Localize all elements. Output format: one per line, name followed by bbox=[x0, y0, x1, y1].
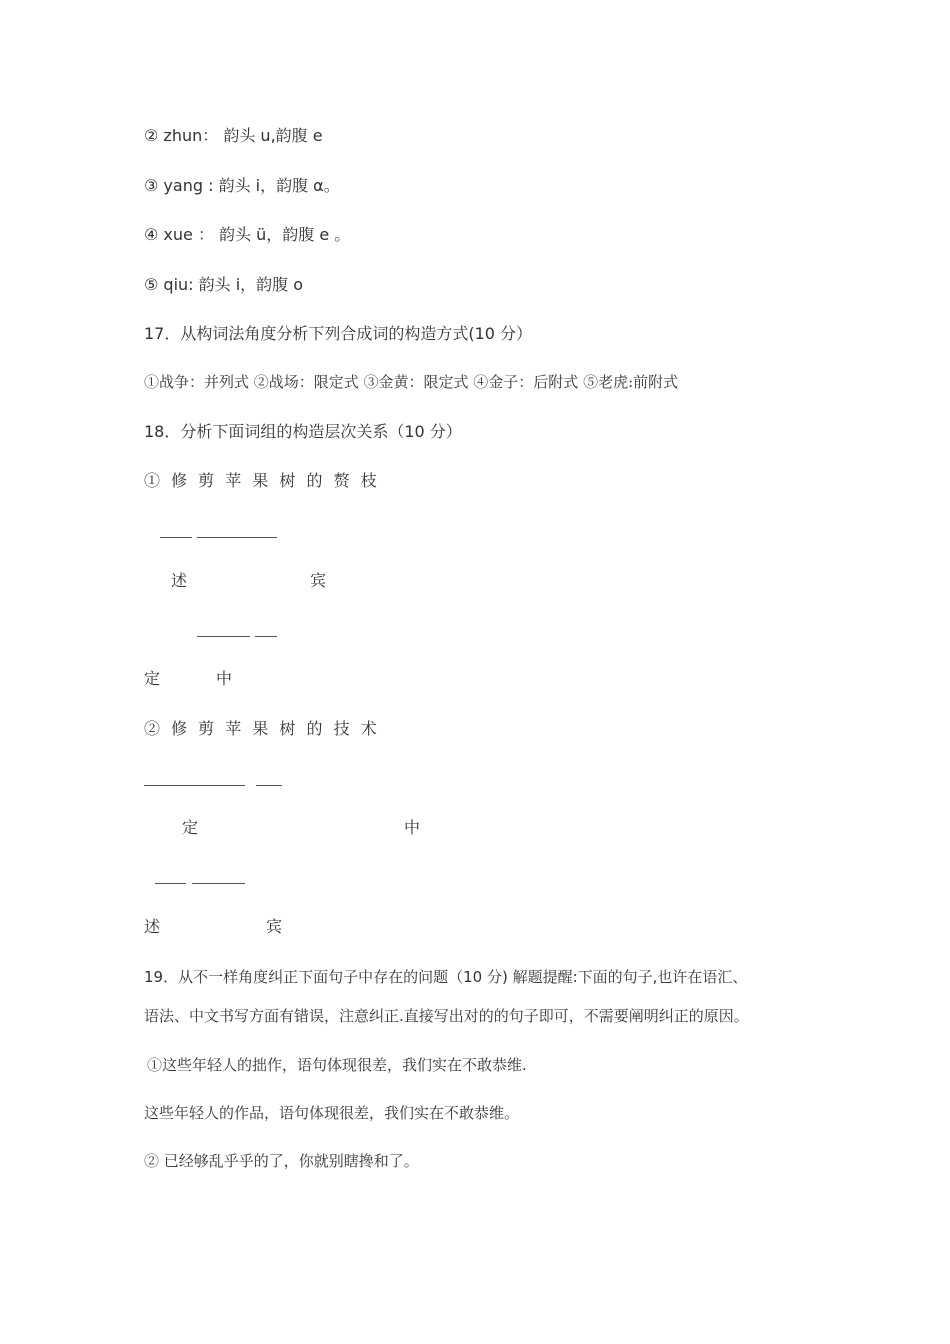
diagram1-label-bin: 宾 bbox=[310, 571, 327, 590]
diagram2-rule-zhong bbox=[256, 785, 282, 786]
sentence-1-corrected: 这些年轻人的作品，语句体现很差，我们实在不敢恭维。 bbox=[144, 1104, 520, 1122]
diagram1-rule-bin bbox=[197, 537, 277, 538]
sentence-1: ①这些年轻人的拙作，语句体现很差，我们实在不敢恭维. bbox=[147, 1056, 527, 1074]
answer-17: ①战争：并列式 ②战场：限定式 ③金黄：限定式 ④金子：后附式 ⑤老虎:前附式 bbox=[144, 373, 679, 391]
diagram2-rule-shu bbox=[155, 883, 186, 884]
diagram1-label-shu: 述 bbox=[171, 571, 188, 590]
sentence-2: ② 已经够乱乎乎的了，你就别瞎搀和了。 bbox=[144, 1152, 419, 1170]
question-17: 17．从构词法角度分析下列合成词的构造方式(10 分） bbox=[144, 324, 533, 343]
diagram1-rule-shu bbox=[160, 537, 192, 538]
diagram2-label-ding: 定 bbox=[182, 818, 199, 837]
pinyin-zhun-line: ② zhun： 韵头 u,韵腹 e bbox=[144, 126, 323, 145]
diagram2-label-shu: 述 bbox=[144, 917, 161, 936]
pinyin-yang-line: ③ yang : 韵头 i，韵腹 α。 bbox=[144, 176, 340, 195]
diagram1-label-zhong: 中 bbox=[216, 669, 233, 688]
diagram2-label-bin: 宾 bbox=[266, 917, 283, 936]
diagram2-rule-bin bbox=[192, 883, 245, 884]
question-18: 18．分析下面词组的构造层次关系（10 分） bbox=[144, 422, 462, 441]
diagram2-label-zhong: 中 bbox=[404, 818, 421, 837]
diagram1-label-ding: 定 bbox=[144, 669, 161, 688]
question-19-line1: 19．从不一样角度纠正下面句子中存在的问题（10 分) 解题提醒:下面的句子,也许在语汇、 bbox=[144, 968, 748, 986]
question-19-line2: 语法、中文书写方面有错误，注意纠正.直接写出对的的句子即可，不需要阐明纠正的原因。 bbox=[144, 1007, 749, 1025]
pinyin-xue-line: ④ xue ： 韵头 ü，韵腹 e 。 bbox=[144, 225, 351, 244]
pinyin-qiu-line: ⑤ qiu: 韵头 i，韵腹 o bbox=[144, 275, 304, 294]
diagram1-rule-zhong bbox=[255, 636, 277, 637]
diagram1-rule-ding bbox=[197, 636, 250, 637]
diagram2-rule-ding bbox=[144, 785, 245, 786]
phrase-2: ② 修 剪 苹 果 树 的 技 术 bbox=[144, 719, 380, 738]
phrase-1: ① 修 剪 苹 果 树 的 赘 枝 bbox=[144, 471, 380, 490]
